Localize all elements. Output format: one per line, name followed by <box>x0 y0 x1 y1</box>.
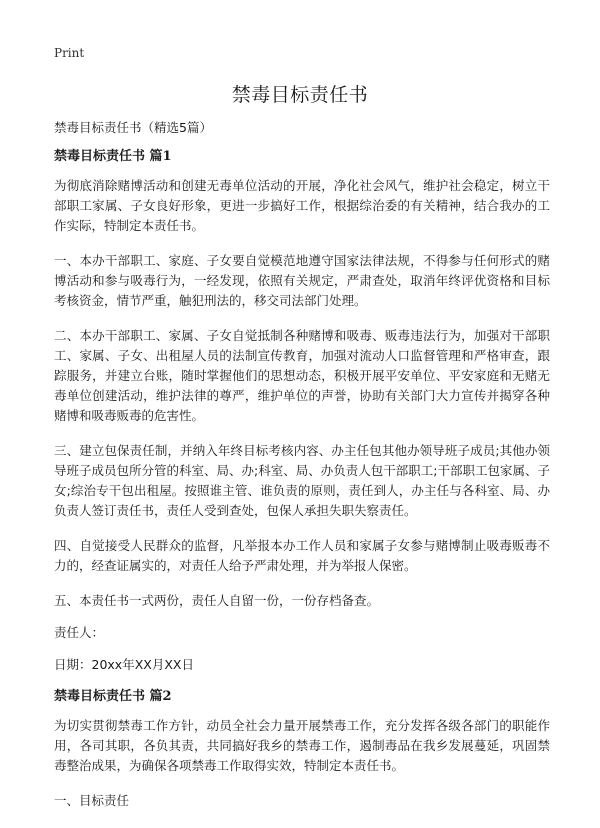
document-body <box>54 118 550 826</box>
section-2-paragraph: 一、目标责任 <box>54 793 130 808</box>
date-line: 日期：20xx年XX月XX日 <box>54 657 194 672</box>
page-title: 禁毒目标责任书 <box>231 84 369 106</box>
section-1-heading: 禁毒目标责任书 篇1 <box>54 149 172 164</box>
section-1-paragraph: 五、本责任书一式两份，责任人自留一份，一份存档备查。 <box>54 593 380 608</box>
section-1-paragraph: 四、自觉接受人民群众的监督，凡举报本办工作人员和家属子女参与赌博制止吸毒贩毒不力的，经查证属实的，对责任人给予严肃处理，并为举报人保密。 <box>54 538 550 573</box>
print-link[interactable]: Print <box>54 46 85 60</box>
section-2-paragraph: 为切实贯彻禁毒工作方针，动员全社会力量开展禁毒工作，充分发挥各级各部门的职能作用，各司其职，各负其责，共同搞好我乡的禁毒工作，遏制毒品在我乡发展蔓延，巩固禁毒整治成果，为确保各项禁毒工作取得实效，特制定本责任书。 <box>54 718 550 773</box>
document-subtitle: 禁毒目标责任书（精选5篇） <box>54 120 212 135</box>
responsible-person-line: 责任人： <box>54 625 105 640</box>
section-1-paragraph: 三、建立包保责任制，并纳入年终目标考核内容、办主任包其他办领导班子成员;其他办领导班子成员包所分管的科室、局、办;科室、局、办负责人包干部职工;干部职工包家属、子女;综治专干包出租屋。按照谁主管、谁负责的原则，责任到人，办主任与各科室、局、办负责人签订责任书，责任人受到查处，包保人承担失职失察责任。 <box>54 443 550 518</box>
section-1-paragraph: 一、本办干部职工、家庭、子女要自觉模范地遵守国家法律法规，不得参与任何形式的赌博活动和参与吸毒行为，一经发现，依照有关规定，严肃查处，取消年终评优资格和目标考核资金，情节严重，触犯刑法的，移交司法部门处理。 <box>54 253 550 308</box>
section-1-paragraph: 二、本办干部职工、家属、子女自觉抵制各种赌博和吸毒、贩毒违法行为，加强对干部职工、家属、子女、出租屋人员的法制宣传教育，加强对流动人口监督管理和严格审查，跟踪服务，并建立台账，随时掌握他们的思想动态，积极开展平安单位、平安家庭和无赌无毒单位创建活动，维护法律的尊严，维护单位的声誉，协助有关部门大力宣传并揭穿各种赌博和吸毒贩毒的危害性。 <box>54 328 550 423</box>
section-2-heading: 禁毒目标责任书 篇2 <box>54 689 172 704</box>
section-1-paragraph: 为彻底消除赌博活动和创建无毒单位活动的开展，净化社会风气，维护社会稳定，树立干部职工家属、子女良好形象，更进一步搞好工作，根据综治委的有关精神，结合我办的工作实际，特制定本责任书。 <box>54 178 550 233</box>
